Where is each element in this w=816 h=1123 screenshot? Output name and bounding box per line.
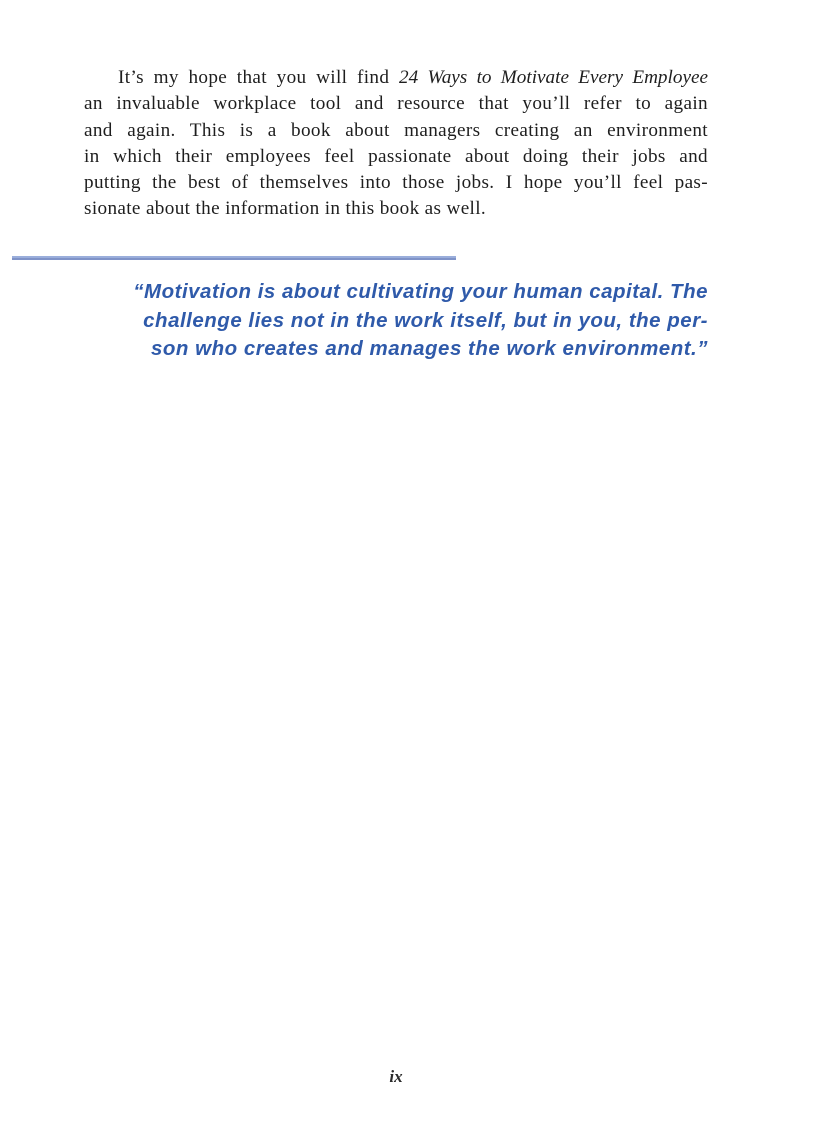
pull-quote-line-3: son who creates and manages the work environment.” (151, 337, 708, 360)
page-number: ix (389, 1067, 403, 1086)
pull-quote-line-2: challenge lies not in the work itself, but in you, the per- (143, 308, 708, 332)
paragraph-line-5: putting the best of themselves into those jobs. I hope you’ll feel pas- (84, 172, 708, 194)
paragraph-line-1-text: It’s my hope that you will find (118, 67, 390, 88)
pull-quote-line-1: “Motivation is about cultivating your human capital. The (133, 280, 708, 303)
paragraph-line-4: in which their employees feel passionate about doing their jobs and (84, 145, 708, 167)
body-paragraph (84, 65, 708, 223)
paragraph-line-1 (84, 65, 708, 91)
book-title: 24 Ways to Motivate Every Employee (398, 67, 708, 88)
pull-quote (120, 278, 708, 364)
paragraph-line-3: and again. This is a book about managers creating an environment (84, 119, 708, 141)
paragraph-line-2: an invaluable workplace tool and resource that you’ll refer to again (84, 93, 708, 115)
paragraph-line-6: sionate about the information in this book as well. (84, 198, 487, 220)
pull-quote-divider (12, 256, 456, 260)
